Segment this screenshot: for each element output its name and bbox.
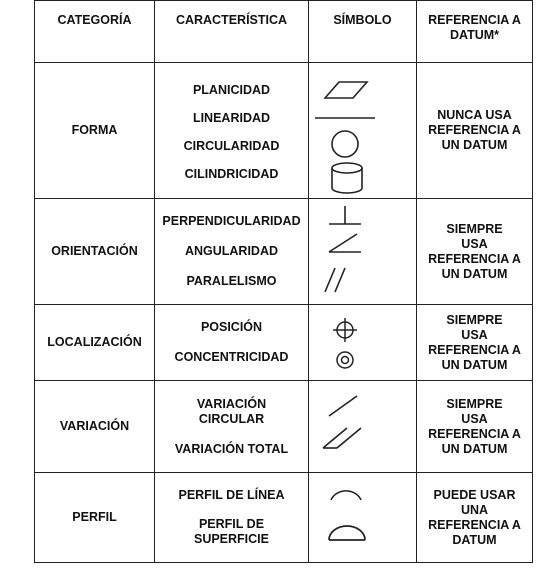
table-row-variacion xyxy=(35,381,533,473)
table-row-localizacion xyxy=(35,305,533,381)
concentricity-icon xyxy=(337,352,353,368)
reference-cell: SIEMPRE USA REFERENCIA A UN DATUM xyxy=(428,396,521,456)
characteristic-label: PERFIL DE SUPERFICIE xyxy=(193,517,269,546)
reference-cell: NUNCA USA REFERENCIA A UN DATUM xyxy=(428,108,521,152)
characteristic-label: CIRCULARIDAD xyxy=(183,138,280,153)
total-runout-icon xyxy=(323,428,361,448)
profile-of-line-icon xyxy=(331,490,361,499)
cylindricity-icon xyxy=(332,163,362,193)
symbol-group-localizacion xyxy=(309,306,417,380)
characteristic-label: POSICIÓN xyxy=(200,320,263,335)
circular-runout-icon xyxy=(329,396,357,416)
header-row xyxy=(35,1,533,63)
gdt-characteristics-table xyxy=(34,0,533,563)
characteristic-label: LINEARIDAD xyxy=(192,111,271,126)
header-symbol: SÍMBOLO xyxy=(309,1,417,63)
position-icon xyxy=(333,318,357,342)
angularity-icon xyxy=(329,234,361,252)
category-cell: VARIACIÓN xyxy=(35,381,155,473)
circularity-icon xyxy=(332,131,358,157)
reference-cell: SIEMPRE USA REFERENCIA A UN DATUM xyxy=(428,312,521,372)
category-cell: FORMA xyxy=(35,63,155,199)
symbol-group-orientacion xyxy=(309,200,417,304)
category-cell: LOCALIZACIÓN xyxy=(35,305,155,381)
header-reference: REFERENCIA A DATUM* xyxy=(428,13,521,42)
characteristic-label: PLANICIDAD xyxy=(192,83,271,98)
category-cell: PERFIL xyxy=(35,473,155,563)
characteristic-label: VARIACIÓN CIRCULAR xyxy=(196,396,267,426)
category-cell: ORIENTACIÓN xyxy=(35,199,155,305)
characteristic-label: ANGULARIDAD xyxy=(184,243,279,258)
characteristic-label: PARALELISMO xyxy=(186,273,277,288)
symbol-group-variacion xyxy=(309,382,417,472)
header-characteristic: CARACTERÍSTICA xyxy=(155,1,309,63)
parallelism-icon xyxy=(325,268,345,292)
table-row-forma xyxy=(35,63,533,199)
table-row-orientacion xyxy=(35,199,533,305)
flatness-icon xyxy=(325,82,367,98)
symbol-group-perfil xyxy=(309,474,417,562)
header-category: CATEGORÍA xyxy=(35,1,155,63)
characteristic-label: CILINDRICIDAD xyxy=(184,166,279,181)
characteristic-label: VARIACIÓN TOTAL xyxy=(174,441,289,456)
table-row-perfil xyxy=(35,473,533,563)
characteristic-label: PERPENDICULARIDAD xyxy=(162,214,301,229)
symbol-group-forma xyxy=(309,64,417,198)
reference-cell: SIEMPRE USA REFERENCIA A UN DATUM xyxy=(428,221,521,281)
profile-of-surface-icon xyxy=(329,526,365,540)
perpendicularity-icon xyxy=(329,206,361,224)
characteristic-label: PERFIL DE LÍNEA xyxy=(178,488,285,502)
characteristic-label: CONCENTRICIDAD xyxy=(174,349,289,364)
reference-cell: PUEDE USAR UNA REFERENCIA A DATUM xyxy=(428,487,521,547)
